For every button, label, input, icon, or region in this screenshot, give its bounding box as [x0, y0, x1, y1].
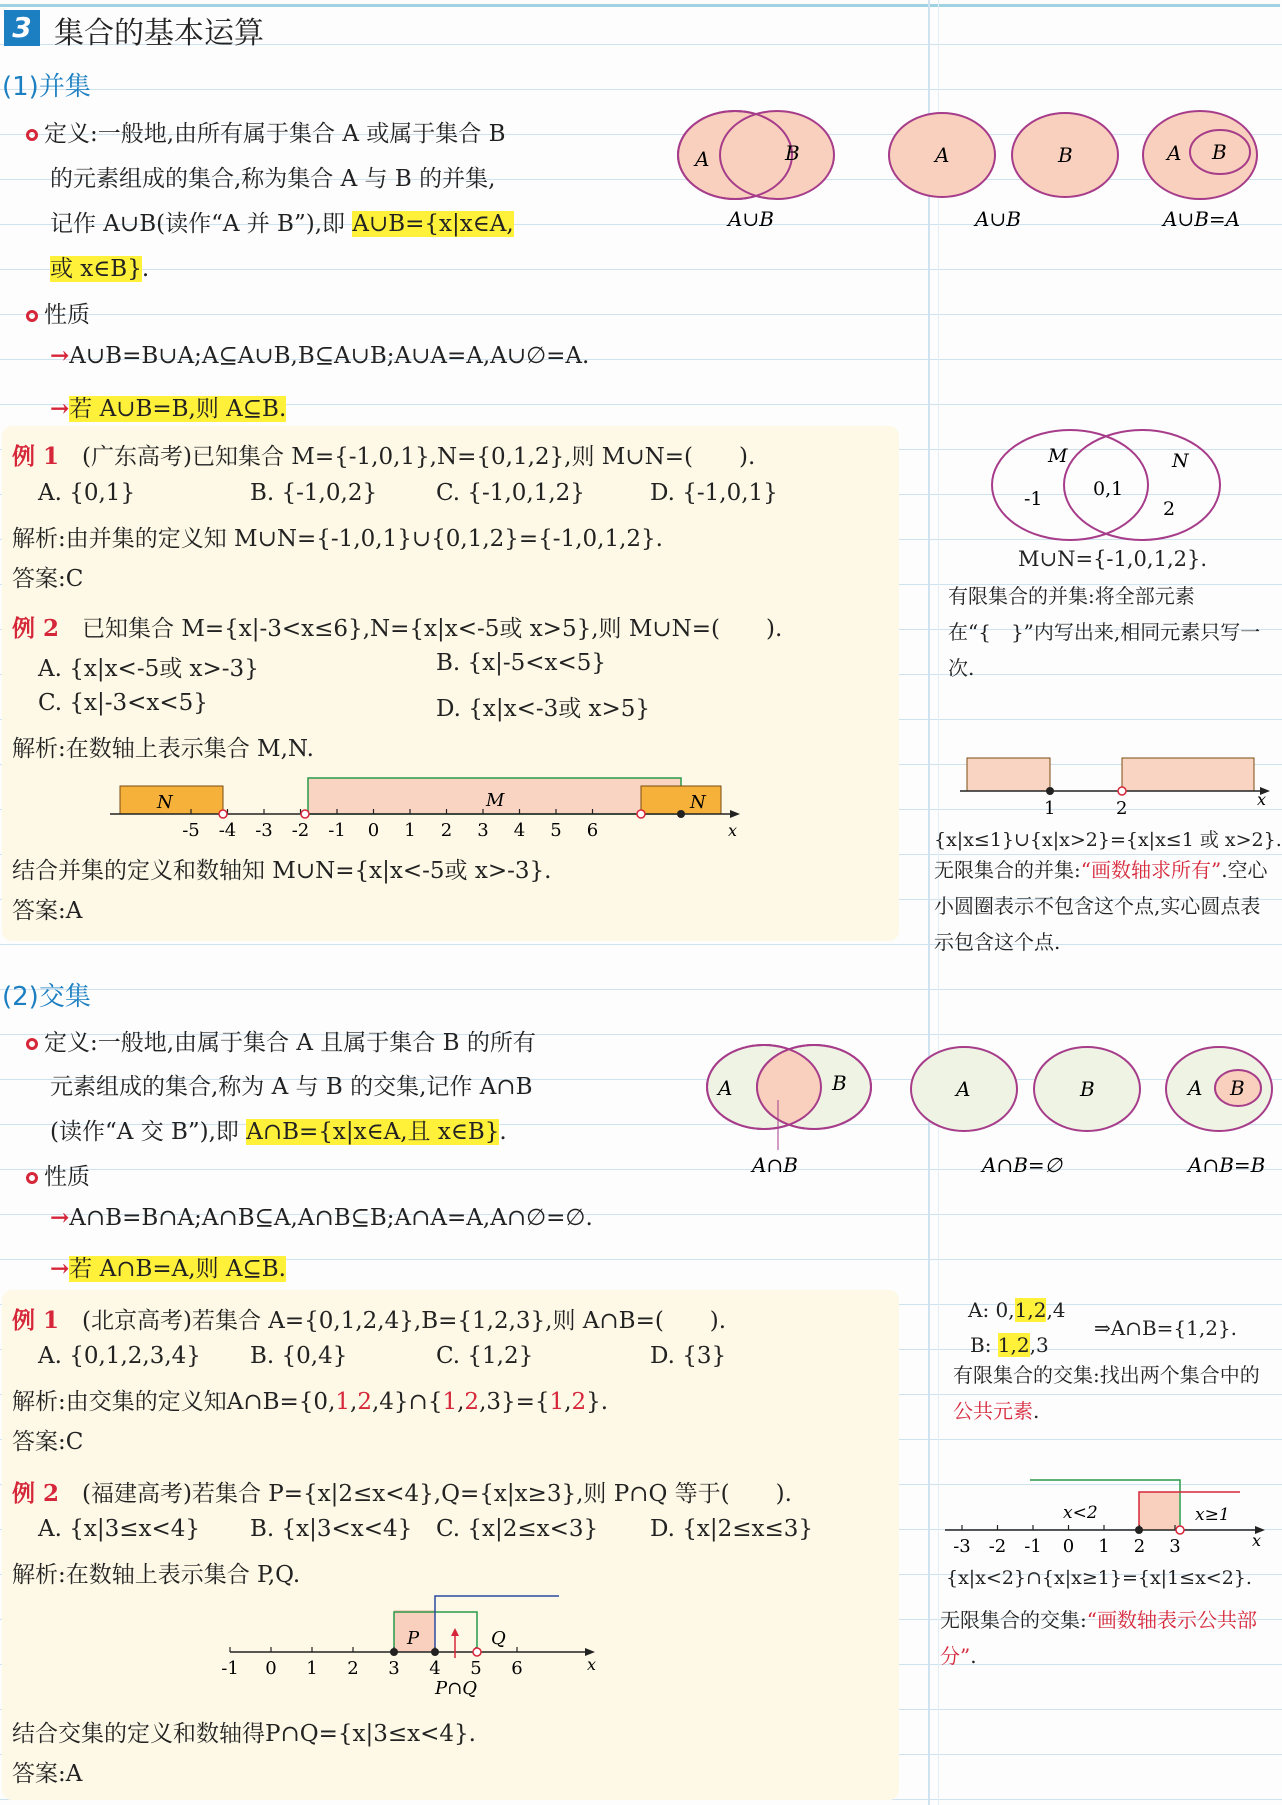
inter-ex1-stem: 例 1 (北京高考)若集合 A={0,1,2,4},B={1,2,3},则 A∩B=( ). [12, 1307, 727, 1334]
inter-ex1-opt-b: B. {0,4} [250, 1343, 348, 1369]
tick-label: 1 [404, 820, 416, 841]
union-prop-1: →A∪B=B∪A;A⊆A∪B,B⊆A∪B;A∪A=A,A∪∅=A. [50, 342, 590, 369]
open-point [637, 810, 645, 818]
set-le1-bar [967, 758, 1050, 791]
tick-label: 4 [513, 820, 526, 841]
inter-ex2-conclusion: 结合交集的定义和数轴得P∩Q={x|3≤x<4}. [12, 1721, 476, 1747]
tick-label: 2 [1116, 798, 1128, 819]
inter-ex2-side-caption: {x|x<2}∩{x|x≥1}={x|1≤x<2}. [946, 1567, 1252, 1589]
top-border [0, 4, 1280, 7]
venn-label-b: B [1058, 143, 1073, 167]
venn-label-n: N [1172, 450, 1189, 472]
intersection-bar [1139, 1492, 1179, 1530]
label-ge1: x≥1 [1195, 1505, 1230, 1525]
pointer-arrow [451, 1628, 459, 1636]
union-ex1-note: 有限集合的并集:将全部元素在“{ }”内写出来,相同元素只写一次. [948, 584, 1261, 680]
section-title: 集合的基本运算 [54, 16, 264, 51]
inter-ex2-opt-a: A. {x|3≤x<4} [38, 1516, 200, 1542]
inter-property-label: 性质 [26, 1158, 90, 1191]
venn-label-b: B [832, 1071, 847, 1095]
tick-label: 0 [367, 820, 380, 841]
venn-label-m: M [1048, 445, 1068, 467]
tick-label: 2 [440, 820, 453, 841]
inter-side-set-a: A: 0,1,2,4 [968, 1298, 1066, 1322]
venn-m-only: -1 [1024, 488, 1043, 510]
union-def-line-3: 记作 A∪B(读作“A 并 B”),即 A∪B={x|x∈A, [50, 211, 514, 237]
union-ex1-opt-b: B. {-1,0,2} [250, 480, 378, 506]
union-ex2-opt-d: D. {x|x<-3或 x>5} [436, 696, 651, 722]
inter-side-result: ⇒A∩B={1,2}. [1094, 1316, 1238, 1340]
inter-def-line-3: (读作“A 交 B”),即 A∩B={x|x∈A,且 x∈B}. [50, 1119, 507, 1145]
closed-point [1135, 1526, 1143, 1534]
venn-caption-2: A∩B=∅ [982, 1153, 1063, 1177]
union-ex2-opt-c: C. {x|-3<x<5} [38, 690, 208, 716]
union-heading: (1)并集 [2, 72, 91, 102]
venn-label-b: B [1080, 1077, 1095, 1101]
set-n-right-bar [641, 786, 721, 814]
union-ex1-caption: M∪N={-1,0,1,2}. [1018, 547, 1208, 571]
arrow-right-icon: → [50, 1255, 70, 1282]
arrow-right-icon: → [50, 1204, 70, 1231]
inter-ex2-opt-b: B. {x|3<x<4} [250, 1516, 413, 1542]
margin-line [928, 0, 930, 1805]
inter-prop-1: →A∩B=B∩A;A∩B⊆A,A∩B⊆B;A∩A=A,A∩∅=∅. [50, 1204, 593, 1231]
venn-label-a: A [1167, 141, 1182, 165]
venn-union-disjoint [889, 113, 1118, 231]
venn-common: 0,1 [1093, 478, 1124, 500]
tick-label: -2 [291, 820, 310, 841]
open-point [301, 810, 309, 818]
union-ex2-stem: 例 2 已知集合 M={x|-3<x≤6},N={x|x<-5或 x>5},则 M∪N=( ). [12, 615, 783, 642]
union-ex2-opt-a: A. {x|x<-5或 x>-3} [38, 656, 259, 682]
label-p: P [407, 1628, 420, 1649]
inter-ex1-solution: 解析:由交集的定义知A∩B={0,1,2,4}∩{1,2,3}={1,2}. [12, 1389, 609, 1415]
venn-label-a: A [956, 1077, 971, 1101]
union-def-line-2: 的元素组成的集合,称为集合 A 与 B 的并集, [50, 166, 496, 192]
union-prop-2: →若 A∪B=B,则 A⊆B. [50, 395, 287, 422]
inter-ex2-solution: 解析:在数轴上表示集合 P,Q. [12, 1562, 301, 1588]
union-ex1-opt-a: A. {0,1} [38, 480, 136, 506]
venn-label-a: A [718, 1076, 733, 1100]
section-number: 3 [4, 10, 40, 46]
venn-label-b: B [1230, 1076, 1245, 1100]
inter-ex1-opt-a: A. {0,1,2,3,4} [38, 1343, 201, 1369]
arrow-right-icon: → [50, 395, 70, 422]
tick-label: -1 [1024, 1536, 1042, 1557]
inter-ex2-side-number-line [940, 1470, 1275, 1560]
label-q: Q [491, 1628, 506, 1649]
venn-caption-1: A∩B [752, 1153, 798, 1177]
bullet-icon [26, 1172, 38, 1184]
inter-ex1-answer: 答案:C [12, 1429, 84, 1455]
closed-point [677, 810, 685, 818]
venn-label-b: B [1212, 140, 1227, 164]
union-ex1-answer: 答案:C [12, 566, 84, 592]
union-def-line-1: 定义:一般地,由所有属于集合 A 或属于集合 B [26, 115, 506, 148]
tick-label: 6 [586, 820, 599, 841]
open-point [473, 1648, 481, 1656]
open-point [1118, 787, 1126, 795]
union-ex2-number-line [100, 770, 750, 840]
axis-x-label: x [1252, 1531, 1262, 1550]
union-ex2-conclusion: 结合并集的定义和数轴知 M∪N={x|x<-5或 x>-3}. [12, 858, 552, 884]
union-ex2-solution: 解析:在数轴上表示集合 M,N. [12, 736, 314, 762]
inter-side-note: 有限集合的交集:找出两个集合中的公共元素. [953, 1363, 1260, 1423]
tick-label: 2 [1133, 1536, 1146, 1557]
arrow-right-icon: → [50, 342, 70, 369]
inter-heading: (2)交集 [2, 982, 91, 1012]
tick-label: 0 [1062, 1536, 1075, 1557]
venn-label-a: A [1188, 1076, 1203, 1100]
venn-inter-overlap [707, 1045, 871, 1177]
inter-def-line-2: 元素组成的集合,称为 A 与 B 的交集,记作 A∩B [50, 1074, 533, 1100]
venn-caption-3: A∪B=A [1163, 207, 1241, 231]
inter-ex2-number-line [221, 1590, 605, 1700]
inter-prop-2: →若 A∩B=A,则 A⊆B. [50, 1255, 286, 1282]
label-lt2: x<2 [1063, 1503, 1098, 1523]
union-def-line-4: 或 x∈B}. [50, 256, 150, 282]
venn-inter-subset [1166, 1047, 1272, 1177]
tick-label: 1 [1044, 798, 1056, 819]
union-ex1-stem: 例 1 (广东高考)已知集合 M={-1,0,1},N={0,1,2},则 M∪N=( ). [12, 443, 756, 470]
tick-label: -5 [182, 820, 200, 841]
closed-point [431, 1648, 439, 1656]
axis-x-label: x [1257, 790, 1267, 809]
venn-label-b: B [785, 141, 800, 165]
inter-ex2-side-note: 无限集合的交集:“画数轴表示公共部分”. [940, 1608, 1257, 1668]
tick-label: 1 [1098, 1536, 1110, 1557]
bullet-icon [26, 129, 38, 141]
set-gt2-bar [1122, 758, 1254, 791]
tick-label: 5 [550, 820, 562, 841]
tick-label: 1 [306, 1658, 318, 1679]
closed-point [1046, 787, 1054, 795]
venn-label-a: A [935, 143, 950, 167]
inter-ex2-answer: 答案:A [12, 1761, 83, 1787]
label-m: M [486, 790, 505, 811]
tick-label: -3 [255, 820, 273, 841]
axis-arrow [730, 810, 740, 818]
inter-ex1-opt-d: D. {3} [650, 1343, 727, 1369]
label-pq: P∩Q [435, 1678, 477, 1699]
bullet-icon [26, 310, 38, 322]
inter-ex2-stem: 例 2 (福建高考)若集合 P={x|2≤x<4},Q={x|x≥3},则 P∩Q 等于( ). [12, 1480, 792, 1507]
tick-label: -2 [988, 1536, 1007, 1557]
venn-union-overlap [678, 111, 834, 231]
union-ex2-side-number-line [955, 748, 1275, 818]
tick-label: 6 [511, 1658, 523, 1679]
tick-label: 4 [429, 1658, 441, 1679]
venn-label-a: A [695, 147, 710, 171]
union-ex1-solution: 解析:由并集的定义知 M∪N={-1,0,1}∪{0,1,2}={-1,0,1,2}. [12, 526, 663, 552]
union-venn-diagrams [655, 100, 1280, 240]
tick-label: 0 [265, 1658, 277, 1679]
inter-ex2-opt-d: D. {x|2≤x≤3} [650, 1516, 814, 1542]
tick-label: 3 [1169, 1536, 1181, 1557]
bullet-icon [26, 1038, 38, 1050]
union-ex1-opt-c: C. {-1,0,1,2} [436, 480, 585, 506]
tick-label: 2 [347, 1658, 359, 1679]
label-n: N [690, 792, 706, 813]
axis-x-label: x [728, 821, 738, 840]
inter-venn-diagrams [690, 1040, 1280, 1180]
tick-label: 3 [388, 1658, 400, 1679]
inter-side-set-b: B: 1,2,3 [970, 1333, 1049, 1357]
inter-ex2-opt-c: C. {x|2≤x<3} [436, 1516, 599, 1542]
open-point [1176, 1526, 1184, 1534]
closed-point [390, 1648, 398, 1656]
union-ex1-opt-d: D. {-1,0,1} [650, 480, 778, 506]
venn-caption-2: A∪B [975, 207, 1021, 231]
inter-ex1-opt-c: C. {1,2} [436, 1343, 534, 1369]
union-ex2-side-caption: {x|x≤1}∪{x|x>2}={x|x≤1 或 x>2}. [934, 829, 1282, 851]
label-n: N [157, 792, 173, 813]
tick-label: -4 [218, 820, 237, 841]
union-ex2-side-note: 无限集合的并集:“画数轴求所有”.空心小圆圈表示不包含这个点,实心圆点表示包含这个点. [934, 858, 1268, 954]
axis-x-label: x [587, 1655, 597, 1674]
union-ex2-answer: 答案:A [12, 898, 83, 924]
union-property-label: 性质 [26, 296, 90, 329]
tick-label: 3 [477, 820, 489, 841]
union-ex2-opt-b: B. {x|-5<x<5} [436, 650, 607, 676]
tick-label: -1 [328, 820, 346, 841]
venn-union-subset [1143, 111, 1257, 231]
venn-caption-1: A∪B [728, 207, 774, 231]
tick-label: -3 [953, 1536, 971, 1557]
venn-caption-3: A∩B=B [1188, 1153, 1266, 1177]
venn-inter-disjoint [911, 1047, 1140, 1177]
tick-label: 5 [470, 1658, 482, 1679]
venn-n-only: 2 [1163, 498, 1176, 520]
tick-label: -1 [221, 1658, 239, 1679]
inter-def-line-1: 定义:一般地,由属于集合 A 且属于集合 B 的所有 [26, 1024, 536, 1057]
open-point [219, 810, 227, 818]
